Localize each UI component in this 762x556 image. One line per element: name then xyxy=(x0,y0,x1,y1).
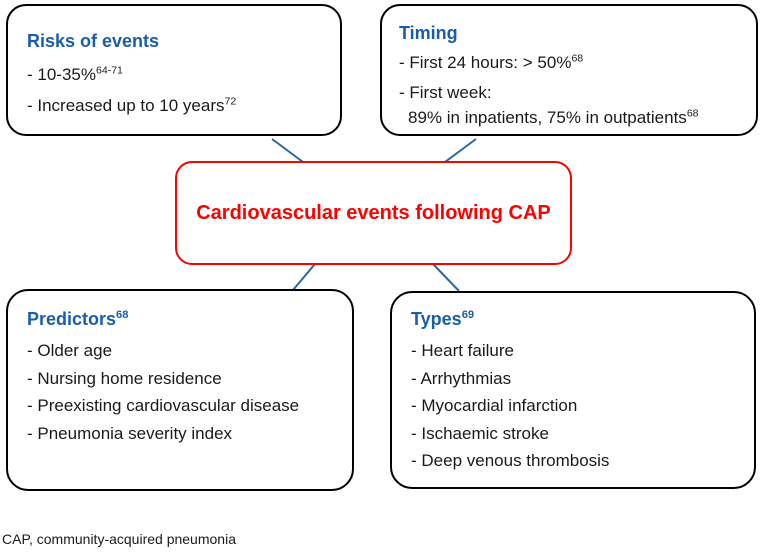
timing-item: - First 24 hours: > 50%$^{68}$ xyxy=(399,52,584,72)
predictors-item: - Nursing home residence xyxy=(27,368,222,388)
reference-superscript: 72 xyxy=(224,95,237,108)
connector-center-to-predictors xyxy=(293,264,315,290)
predictors-item: - Older age xyxy=(27,341,113,360)
types-item: - Arrhythmias xyxy=(411,368,512,388)
predictors-item: - Pneumonia severity index xyxy=(27,423,233,443)
types-item: - Myocardial infarction xyxy=(411,396,578,415)
types-heading: Types$^{69}$ xyxy=(411,309,475,329)
timing-item-continuation: 89% in inpatients, 75% in outpatients$^{68}$ xyxy=(408,107,699,127)
timing-item: - First week: xyxy=(399,83,492,102)
connector-center-to-types xyxy=(433,264,459,291)
box-risks-of-events xyxy=(6,4,342,136)
predictors-heading-sup: 68 xyxy=(116,309,129,321)
predictors-item: - Preexisting cardiovascular disease xyxy=(27,396,300,415)
timing-heading: Timing xyxy=(399,23,458,43)
predictors-heading: Predictors$^{68}$ xyxy=(27,309,129,329)
risks-heading: Risks of events xyxy=(27,31,160,51)
connector-timing-to-center xyxy=(445,139,476,162)
box-predictors xyxy=(6,289,354,491)
risks-item: - 10-35%$^{64-71}$ xyxy=(27,64,123,84)
types-item: - Heart failure xyxy=(411,341,514,360)
reference-superscript: 64-71 xyxy=(95,64,123,77)
risks-item: - Increased up to 10 years$^{72}$ xyxy=(27,95,237,115)
box-central-topic xyxy=(175,161,572,265)
types-heading-sup: 69 xyxy=(461,309,475,321)
reference-superscript: 68 xyxy=(686,107,699,120)
connector-risks-to-center xyxy=(272,139,303,162)
abbreviation-footnote: CAP, community-acquired pneumonia xyxy=(2,531,236,547)
types-item: - Ischaemic stroke xyxy=(411,423,549,443)
types-item: - Deep venous thrombosis xyxy=(411,451,610,470)
central-topic-title: Cardiovascular events following CAP xyxy=(196,201,551,224)
box-timing xyxy=(380,4,758,136)
box-types xyxy=(390,291,756,489)
reference-superscript: 68 xyxy=(571,52,584,65)
